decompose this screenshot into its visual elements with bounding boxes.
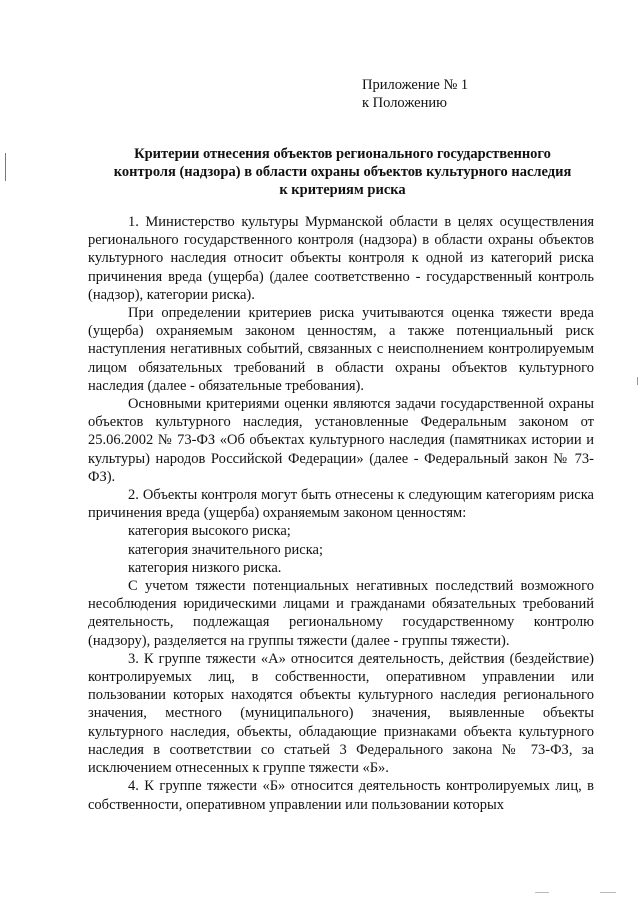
paragraph-6: 3. К группе тяжести «А» относится деятельность, действия (бездействие) контролируемых лиц, в собственности, оперативном управлении или пользовании которых находятся объекты культурного наследия регионального значения, местного (муниципального) значения, выявленные объекты культурного наследия, объекты, обладающие признаками объекта культурного наследия в соответствии со статьей 3 Федерального закона № 73-ФЗ, за исключением отнесенных к группе тяжести «Б».: [88, 650, 594, 777]
paragraph-2: При определении критериев риска учитываются оценка тяжести вреда (ущерба) охраняемым законом ценностям, а также потенциальный риск наступления негативных событий, связанных с неисполнением контролируемым лицом обязательных требований в области охраны объектов культурного наследия (далее - обязательные требования).: [88, 305, 594, 394]
scan-edge-mark: [535, 892, 549, 893]
paragraph-7: 4. К группе тяжести «Б» относится деятельность контролируемых лиц, в собственности, оперативном управлении или пользовании которых: [88, 778, 594, 813]
paragraph-3: Основными критериями оценки являются задачи государственной охраны объектов культурного наследия, установленные Федеральным законом от 25.06.2002 № 73-ФЗ «Об объектах культурного наследия (памятниках истории и культуры) народов Российской Федерации» (далее - Федеральный закон № 73-ФЗ).: [88, 396, 594, 485]
scan-edge-mark: [637, 377, 638, 385]
appendix-reference: [362, 76, 468, 112]
paragraph-4: 2. Объекты контроля могут быть отнесены к следующим категориям риска причинения вреда (ущерба) охраняемым законом ценностям:: [88, 487, 594, 522]
paragraph-1: 1. Министерство культуры Мурманской области в целях осуществления регионального государственного контроля (надзора) в области охраны объектов культурного наследия относит объекты контроля к одной из категорий риска причинения вреда (ущерба) (далее соответственно - государственный контроль (надзор), категории риска).: [88, 214, 594, 303]
appendix-target: к Положению: [362, 95, 447, 111]
paragraph-5: С учетом тяжести потенциальных негативных последствий возможного несоблюдения юридическими лицами и гражданами обязательных требований деятельность, подлежащая региональному государственному контролю (надзору), разделяется на группы тяжести (далее - группы тяжести).: [88, 578, 594, 649]
risk-category-item: категория низкого риска.: [128, 559, 282, 576]
scan-edge-mark: [600, 892, 616, 893]
document-title: [90, 145, 595, 199]
scan-edge-mark: [5, 153, 6, 181]
title-line: контроля (надзора) в области охраны объектов культурного наследия: [113, 164, 572, 180]
risk-category-item: категория высокого риска;: [128, 523, 291, 540]
appendix-number: Приложение № 1: [362, 77, 469, 93]
title-line: Критерии отнесения объектов регионального государственного: [134, 146, 551, 162]
risk-category-item: категория значительного риска;: [128, 541, 324, 558]
title-line: к критериям риска: [279, 182, 406, 198]
document-body: [88, 213, 594, 814]
